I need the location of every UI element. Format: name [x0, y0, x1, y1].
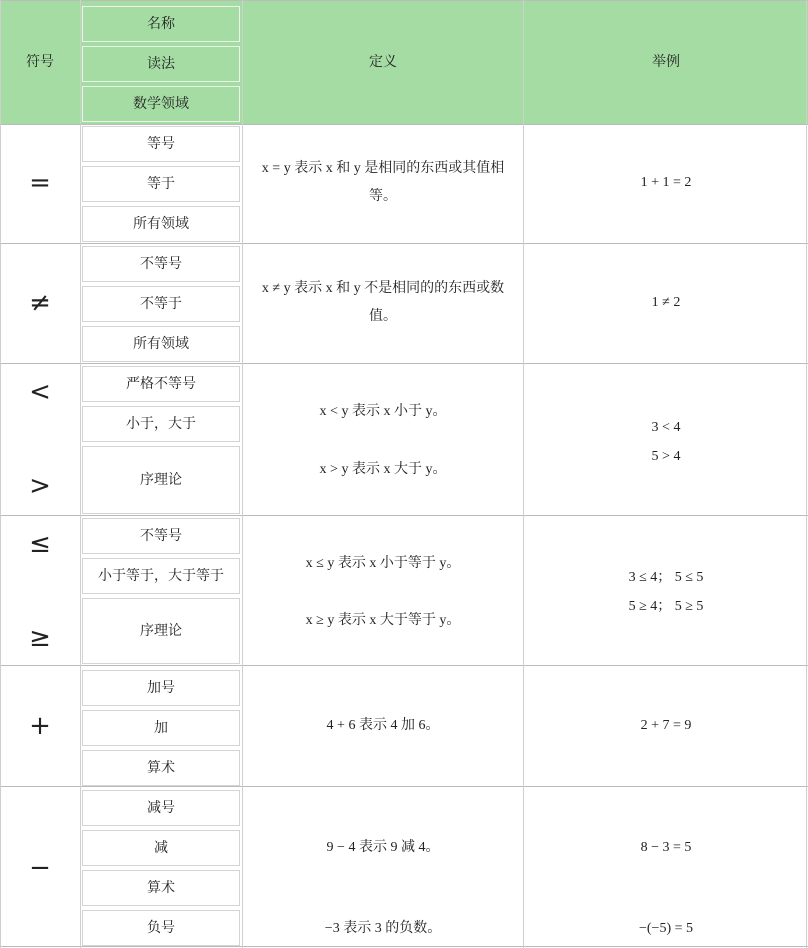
row3-reading: 小于，大于 [82, 406, 240, 442]
row3-definition-less: x < y 表示 x 小于 y。 [319, 404, 447, 419]
symbol-less-equal: ≤ [29, 529, 51, 559]
row4-field: 序理论 [82, 598, 240, 664]
row2-field: 所有领域 [82, 326, 240, 362]
header-name: 名称 [82, 6, 240, 42]
symbol-plus: + [29, 711, 51, 741]
row4-definition-ge: x ≥ y 表示 x 大于等于 y。 [305, 613, 461, 628]
row1-name: 等号 [82, 126, 240, 162]
row3-field: 序理论 [82, 446, 240, 514]
row1-reading: 等于 [82, 166, 240, 202]
row6-definition: 9 − 4 表示 9 减 4。 [326, 840, 440, 855]
row4-example-le: 3 ≤ 4； 5 ≤ 5 [628, 570, 704, 585]
symbol-not-equal: ≠ [29, 288, 51, 318]
row3-name: 严格不等号 [82, 366, 240, 402]
row2-definition: x ≠ y 表示 x 和 y 不是相同的的东西或数值。 [261, 281, 505, 324]
row3-example-greater: 5 > 4 [651, 449, 681, 464]
row5-definition: 4 + 6 表示 4 加 6。 [326, 718, 440, 733]
row-divider [0, 515, 808, 516]
header-reading: 读法 [82, 46, 240, 82]
row1-definition: x = y 表示 x 和 y 是相同的东西或其值相等。 [261, 161, 505, 204]
symbol-greater-equal: ≥ [29, 623, 51, 653]
row-divider [0, 363, 808, 364]
row5-field: 算术 [82, 750, 240, 786]
row2-reading: 不等于 [82, 286, 240, 322]
row4-example-ge: 5 ≥ 4； 5 ≥ 5 [628, 599, 704, 614]
row2-example: 1 ≠ 2 [651, 295, 681, 310]
row1-field: 所有领域 [82, 206, 240, 242]
row5-example: 2 + 7 = 9 [640, 718, 692, 733]
symbol-greater-than: > [29, 471, 51, 501]
row6-field: 算术 [82, 870, 240, 906]
symbol-equals: = [29, 168, 51, 198]
header-definition: 定义 [369, 54, 397, 70]
symbol-less-than: < [29, 377, 51, 407]
row5-name: 加号 [82, 670, 240, 706]
col-divider [523, 0, 524, 948]
row-divider [0, 946, 808, 947]
row6-negative-name: 负号 [82, 910, 240, 946]
row6-reading: 减 [82, 830, 240, 866]
row6-example: 8 − 3 = 5 [640, 840, 692, 855]
row4-reading: 小于等于，大于等于 [82, 558, 240, 594]
row2-name: 不等号 [82, 246, 240, 282]
row-divider [0, 786, 808, 787]
row5-reading: 加 [82, 710, 240, 746]
row6-name: 减号 [82, 790, 240, 826]
row3-example-less: 3 < 4 [651, 420, 681, 435]
row4-name: 不等号 [82, 518, 240, 554]
header-symbol: 符号 [26, 54, 54, 70]
col-divider [0, 0, 1, 948]
col-divider [80, 0, 81, 948]
col-divider [806, 0, 807, 948]
row1-example: 1 + 1 = 2 [640, 175, 692, 190]
symbol-minus: − [29, 853, 51, 883]
row6-definition-negative: −3 表示 3 的负数。 [324, 921, 442, 936]
row-divider [0, 124, 808, 125]
header-field: 数学领域 [82, 86, 240, 122]
row4-definition-le: x ≤ y 表示 x 小于等于 y。 [305, 556, 461, 571]
row-divider [0, 665, 808, 666]
row3-definition-greater: x > y 表示 x 大于 y。 [319, 462, 447, 477]
col-divider [242, 0, 243, 948]
header-example: 举例 [652, 54, 680, 70]
row-divider [0, 0, 808, 1]
row-divider [0, 243, 808, 244]
row6-example-negative: −(−5) = 5 [638, 921, 693, 936]
